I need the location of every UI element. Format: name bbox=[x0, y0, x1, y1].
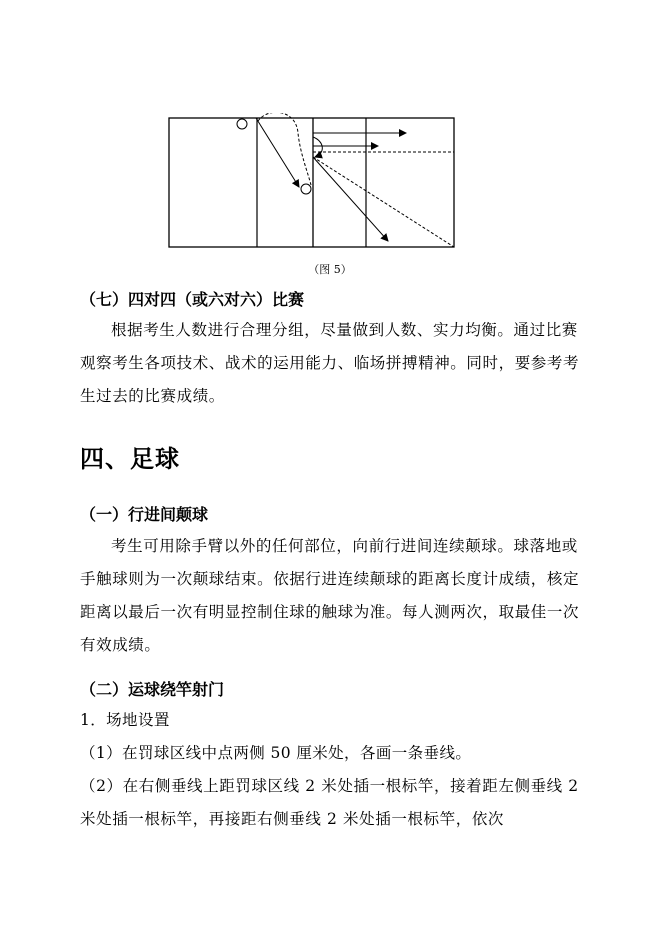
item-1-2 bbox=[80, 770, 580, 836]
player-marker-2 bbox=[301, 184, 311, 194]
pass-arrow bbox=[256, 118, 299, 187]
section-7-paragraph bbox=[80, 314, 580, 413]
court-diagram bbox=[168, 113, 456, 253]
dashed-guide-diagonal bbox=[313, 157, 454, 247]
paragraph-text: （2）在右侧垂线上距罚球区线 2 米处插一根标竿，接着距左侧垂线 2 米处插一根标竿，再接距右侧垂线 2 米处插一根标竿，依次 bbox=[80, 777, 579, 828]
ball-path-dashed bbox=[258, 113, 311, 185]
item-1-1: （1）在罚球区线中点两侧 50 厘米处，各画一条垂线。 bbox=[80, 744, 472, 762]
figure-caption: （图 5） bbox=[308, 263, 352, 276]
player-marker-1 bbox=[237, 119, 247, 129]
section-heading-7: （七）四对四（或六对六）比赛 bbox=[80, 290, 305, 309]
attack-arrow-diagonal bbox=[313, 157, 388, 241]
subsection-1-paragraph bbox=[80, 530, 580, 662]
subsection-heading-2: （二）运球绕竿射门 bbox=[80, 680, 225, 699]
subsection-heading-1: （一）行进间颠球 bbox=[80, 505, 209, 524]
paragraph-text: 根据考生人数进行合理分组，尽量做到人数、实力均衡。通过比赛观察考生各项技术、战术的运用能力、临场拼搏精神。同时，要参考考生过去的比赛成绩。 bbox=[80, 321, 580, 405]
chapter-title: 四、足球 bbox=[80, 444, 180, 473]
item-field-setup: 1．场地设置 bbox=[80, 711, 170, 729]
attack-arc bbox=[313, 137, 322, 157]
court-outline bbox=[169, 118, 454, 247]
paragraph-text: 考生可用除手臂以外的任何部位，向前行进间连续颠球。球落地或手触球则为一次颠球结束。依据行进连续颠球的距离长度计成绩，核定距离以最后一次有明显控制住球的触球为准。每人测两次，取最佳一次有效成绩。 bbox=[80, 537, 580, 654]
